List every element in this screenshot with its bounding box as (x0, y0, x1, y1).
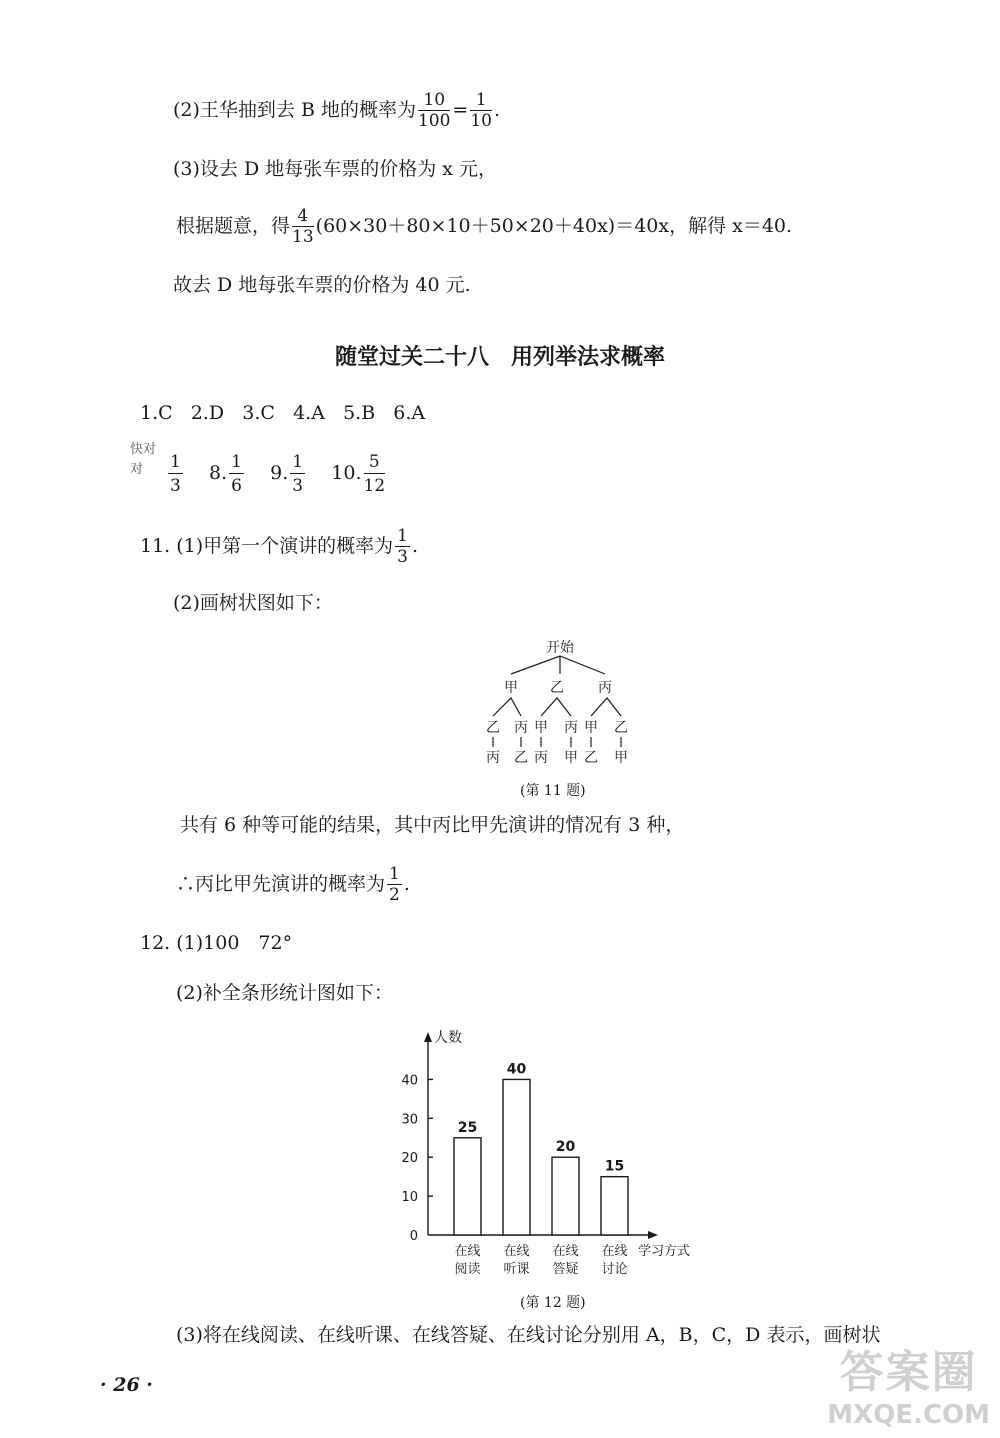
y-tick-label: 10 (401, 1190, 418, 1206)
y-axis-label: 人数 (434, 1030, 462, 1046)
y-tick-label: 0 (409, 1229, 418, 1244)
fraction: $\frac{1}{3}$ (397, 526, 408, 567)
category-label: 听课 (503, 1262, 530, 1277)
answer-item: 3.C (242, 402, 275, 424)
tree-node: 乙 (550, 680, 564, 696)
q12-part3: (3)将在线阅读、在线听课、在线答疑、在线讨论分别用 A，B，C，D 表示，画树状 (176, 1324, 881, 1346)
q10-conclusion: 故去 D 地每张车票的价格为 40 元. (173, 274, 471, 296)
x-axis-label: 学习方式 (638, 1244, 691, 1259)
tree-leaf: 甲 (614, 750, 628, 766)
q10-part3: (3)设去 D 地每张车票的价格为 x 元， (173, 158, 498, 180)
tree-node: 甲 (534, 720, 548, 736)
fraction: $\frac{10}{100}$ (417, 90, 451, 131)
tree-leaf: 甲 (564, 750, 578, 766)
tree-node: 丙 (598, 680, 612, 696)
answer-item: 5.B (343, 402, 376, 424)
category-label: 在线 (552, 1244, 579, 1259)
tree-node: 丙 (514, 720, 528, 736)
answer-item: 2.D (190, 402, 225, 424)
tree-diagram (469, 636, 669, 766)
q12-part1: 12. (1)100 72° (140, 932, 293, 954)
answer-item: 4.A (293, 402, 325, 424)
answers-row-1 (140, 402, 425, 424)
q11-part1: 11. (1)甲第一个演讲的概率为 $\frac{1}{3}$ . (140, 526, 419, 567)
bar (601, 1177, 628, 1235)
data-label: 15 (604, 1158, 625, 1175)
data-label: 20 (555, 1139, 576, 1156)
handwritten-marks: 快对 对 (130, 442, 157, 477)
bar (552, 1157, 579, 1235)
x-axis-arrow (648, 1231, 658, 1239)
category-label: 在线 (503, 1244, 530, 1259)
tree-node: 甲 (584, 720, 598, 736)
tree-node: 乙 (614, 720, 628, 736)
figure-caption-12: (第 12 题) (520, 1295, 586, 1311)
tree-leaf: 丙 (486, 750, 500, 766)
fraction: $\frac{1}{6}$ (231, 452, 242, 496)
category-label: 在线 (601, 1244, 628, 1259)
data-label: 25 (457, 1119, 478, 1136)
fraction: $\frac{1}{3}$ (170, 452, 181, 496)
tree-leaf: 乙 (584, 750, 598, 766)
fraction: $\frac{4}{13}$ (292, 206, 314, 247)
answers-row-2: $\frac{1}{3}$ 8. $\frac{1}{6}$ 9. $\frac{1}{3}$ 10. $\frac{5}{12}$ (170, 452, 386, 496)
y-tick-label: 30 (401, 1112, 418, 1128)
q10-part2-text: (2)王华抽到去 B 地的概率为 (173, 99, 416, 121)
bar (503, 1079, 530, 1235)
answer-item: 6.A (393, 402, 426, 424)
tree-leaf: 丙 (534, 750, 548, 766)
tree-node: 甲 (504, 680, 518, 696)
section-title: 随堂过关二十八 用列举法求概率 (334, 345, 665, 370)
tree-leaf: 乙 (514, 750, 528, 766)
y-tick-label: 40 (401, 1073, 418, 1089)
fraction: $\frac{1}{3}$ (292, 452, 304, 496)
category-label: 阅读 (454, 1262, 481, 1277)
category-label: 在线 (454, 1244, 481, 1259)
y-axis-arrow (424, 1032, 432, 1042)
fraction: $\frac{1}{2}$ (389, 864, 400, 905)
fraction: $\frac{5}{12}$ (363, 452, 386, 496)
tree-root: 开始 (546, 640, 574, 656)
fraction: $\frac{1}{10}$ (470, 90, 492, 131)
q11-part2: (2)画树状图如下： (173, 592, 333, 614)
answer-item: 1.C (140, 402, 173, 424)
q11-part4: ∴丙比甲先演讲的概率为 $\frac{1}{2}$ . (176, 864, 410, 905)
tree-node: 乙 (486, 720, 500, 736)
bar-chart (380, 1028, 720, 1278)
category-label: 讨论 (601, 1262, 628, 1277)
q12-part2: (2)补全条形统计图如下： (176, 982, 393, 1004)
watermark: 答案圈 MXQE.COM (827, 1347, 990, 1430)
category-label: 答疑 (552, 1262, 579, 1277)
q11-part3: 共有 6 种等可能的结果，其中丙比甲先演讲的情况有 3 种， (180, 814, 685, 836)
bar (454, 1138, 481, 1235)
tree-node: 丙 (564, 720, 578, 736)
figure-caption-11: (第 11 题) (520, 783, 586, 799)
data-label: 40 (506, 1061, 527, 1078)
q10-part2: (2)王华抽到去 B 地的概率为 $\frac{10}{100}$ = $\frac{1}{10}$ . (173, 90, 501, 131)
y-tick-label: 20 (401, 1151, 418, 1167)
page-number: · 26 · (100, 1374, 153, 1396)
q10-equation: 根据题意，得 $\frac{4}{13}$ (60×30＋80×10＋50×20＋40x)＝40x，解得 x＝40. (176, 206, 793, 247)
